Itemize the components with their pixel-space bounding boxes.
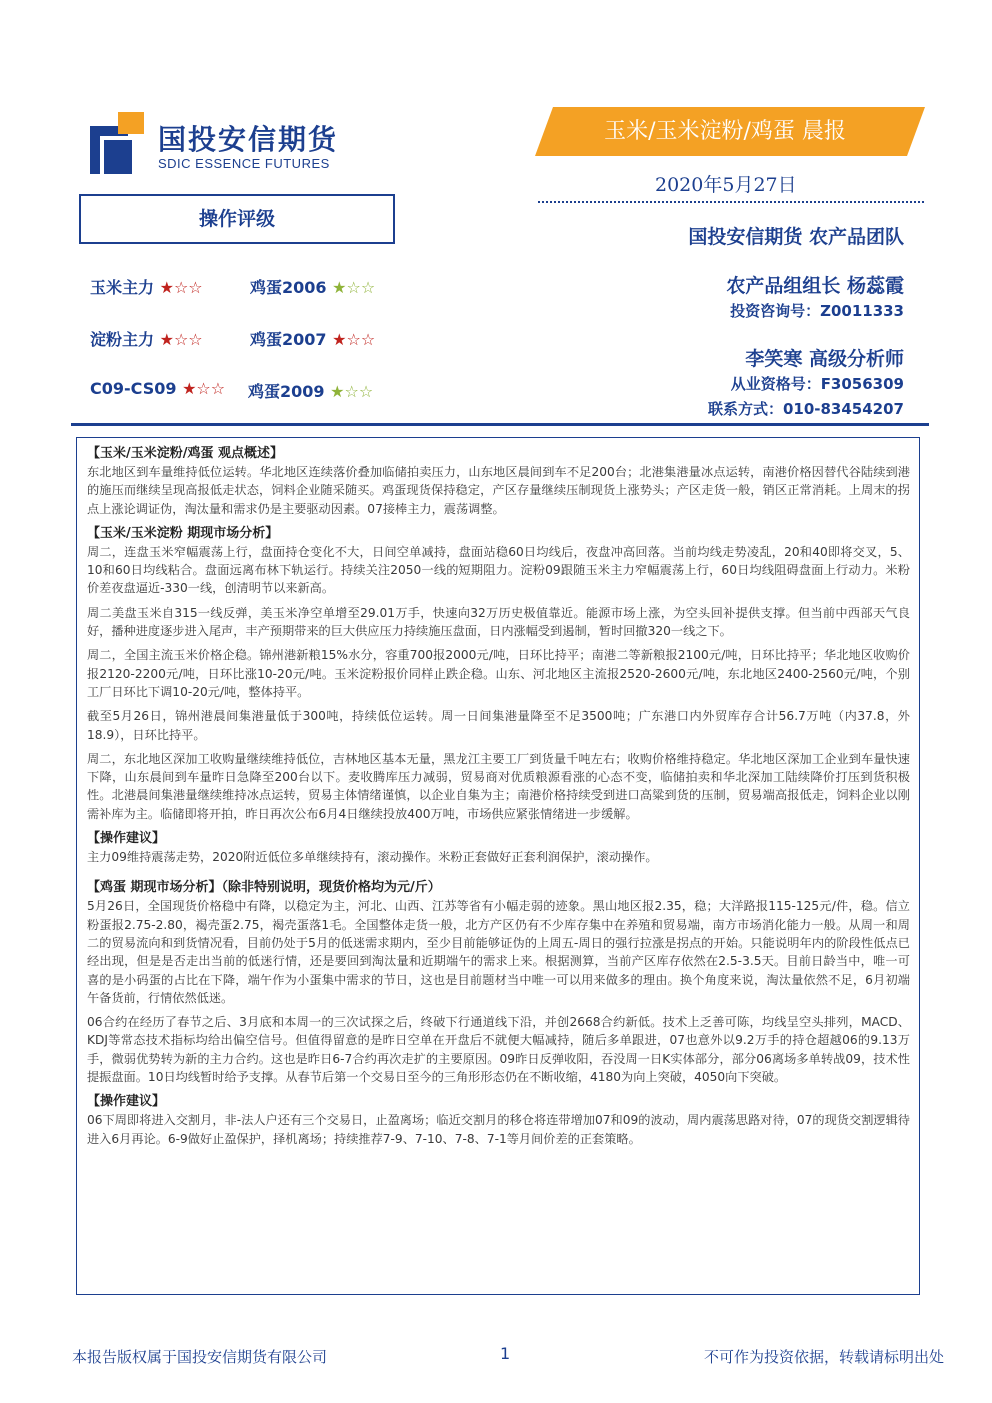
company-logo	[90, 112, 370, 174]
corn-paragraph: 周二，全国主流玉米价格企稳。锦州港新粮15%水分，容重700报2000元/吨，日环比持平；南港二等新粮报2100元/吨，日环比持平；华北地区收购价报2120-2200元/吨，日环比涨10-20元/吨。玉米淀粉报价同样止跌企稳。山东、河北地区主流报2520-2600元/吨，东北地区2400-2560元/吨，个别工厂日环比下调10-20元/吨，整体持平。	[87, 648, 910, 699]
rating-item	[90, 327, 203, 350]
analyst-1-name: 农产品组组长 杨蕊霞	[726, 275, 904, 297]
rating-label: 鸡蛋2007	[250, 330, 327, 349]
rating-item	[250, 275, 375, 298]
corn-paragraph: 周二美盘玉米自315一线反弹，美玉米净空单增至29.01万手，快速向32万历史极值靠近。能源市场上涨，为空头回补提供支撑。但当前中西部天气良好，播种进度逐步进入尾声，丰产预期带来的巨大供应压力持续施压盘面，日内涨幅受到遏制，暂时回撤320一线之下。	[87, 605, 910, 639]
analyst-2-name: 李笑寒 高级分析师	[745, 348, 904, 370]
report-title-banner	[535, 107, 925, 156]
corn-paragraph: 周二，东北地区深加工收购量继续维持低位，吉林地区基本无量，黑龙江主要工厂到货量千吨左右；收购价格维持稳定。华北地区深加工企业到车量快速下降，山东晨间到车量昨日急降至200台以下。麦收腾库压力减弱，贸易商对优质粮源看涨的心态不变，临储拍卖和华北深加工陆续降价打压到货积极性。北港晨间集港量继续维持冰点运转，贸易主体情绪谨慎，以企业自集为主；南港价格持续受到进口高粱到货的压制，贸易端高报低走，饲料企业以刚需补库为主。临储即将开拍，昨日再次公布6月4日继续投放400万吨，市场供应紧张情绪进一步缓解。	[87, 751, 910, 821]
section-title-egg-market: 【鸡蛋 期现市场分析】（除非特别说明，现货价格均为元/斤）	[87, 880, 441, 896]
rating-label: 鸡蛋2009	[248, 382, 325, 401]
rating-item	[250, 327, 375, 350]
dotted-divider	[538, 201, 924, 203]
logo-mark-icon	[90, 112, 144, 174]
egg-advice-paragraph: 06下周即将进入交割月，非-法人户还有三个交易日，止盈离场；临近交割月的移仓将连带增加07和09的波动，周内震荡思路对待，07的现货交割逻辑待进入6月再论。6-9做好止盈保护，择机离场；持续推荐7-9、7-10、7-8、7-1等月间价差的正套策略。	[87, 1113, 910, 1146]
analyst-2-contact: 联系方式：010-83454207	[707, 400, 904, 418]
rating-title-box: 操作评级	[79, 194, 395, 244]
rating-label: 鸡蛋2006	[250, 278, 327, 297]
rating-stars-icon: ★☆☆	[332, 330, 376, 349]
analyst-2-cert: 从业资格号：F3056309	[730, 375, 904, 393]
egg-paragraph: 5月26日，全国现货价格稳中有降，以稳定为主，河北、山西、江苏等省有小幅走弱的迹象。黑山地区报2.35，稳；大洋路报115-125元/件，稳。信立粉蛋报2.75-2.80，褐壳蛋2.75，褐壳蛋落1毛。全国整体走货一般，北方产区仍有不少库存集中在养殖和贸易端，南方市场消化能力一般。从周一和周二的贸易流向和到货情况看，目前仍处于5月的低迷需求期内，至少目前能够证伪的上周五-周日的强行拉涨是拐点的开始。只能说明年内的阶段性低点已经出现，但是是否走出当前的低迷行情，还是要回到淘汰量和近期端午的需求上来。根据测算，当前产区库存依然在2.5-3.5天。目前日龄当中，唯一可喜的是小码蛋的占比在下降，端午作为小蛋集中需求的节日，这也是目前题材当中唯一可以用来做多的理由。换个角度来说，淘汰量依然不足，6月初端午备货前，行情依然低迷。	[87, 899, 910, 1005]
section-title-overview: 【玉米/玉米淀粉/鸡蛋 观点概述】	[87, 446, 284, 461]
corn-advice-paragraph: 主力09维持震荡走势，2020附近低位多单继续持有，滚动操作。米粉正套做好正套利润保护，滚动操作。	[87, 850, 658, 865]
header-divider	[71, 423, 929, 426]
team-name: 国投安信期货 农产品团队	[688, 226, 904, 248]
footer-copyright: 本报告版权属于国投安信期货有限公司	[72, 1348, 328, 1366]
overview-paragraph: 东北地区到车量维持低位运转。华北地区连续落价叠加临储拍卖压力，山东地区晨间到车不足200台；北港集港量冰点运转，南港价格因替代谷陆续到港的施压而继续呈现高报低走状态，饲料企业随采随买。鸡蛋现货保持稳定，产区存量继续压制现货上涨势头；产区走货一般，销区正常消耗。上周末的拐点上涨论调证伪，淘汰量和需求仍是主要驱动因素。07接棒主力，震荡调整。	[87, 465, 910, 516]
rating-stars-icon: ★☆☆	[159, 278, 203, 297]
logo-name-cn: 国投安信期货	[158, 123, 339, 156]
rating-stars-icon: ★☆☆	[330, 382, 374, 401]
logo-name-en: SDIC ESSENCE FUTURES	[158, 156, 330, 171]
report-body	[76, 437, 920, 1295]
report-title: 玉米/玉米淀粉/鸡蛋 晨报	[604, 119, 846, 144]
rating-item	[90, 275, 203, 298]
page-number: 1	[500, 1344, 511, 1363]
section-title-corn-advice: 【操作建议】	[87, 831, 166, 847]
section-title-corn-market: 【玉米/玉米淀粉 期现市场分析】	[87, 525, 279, 541]
rating-stars-icon: ★☆☆	[159, 330, 203, 349]
rating-stars-icon: ★☆☆	[332, 278, 376, 297]
rating-item	[90, 379, 225, 398]
rating-item	[248, 379, 373, 402]
egg-paragraph: 06合约在经历了春节之后、3月底和本周一的三次试探之后，终破下行通道线下沿，并创2668合约新低。技术上乏善可陈，均线呈空头排列，MACD、KDJ等常态技术指标均给出偏空信号。但值得留意的是昨日空单在开盘后不就便大幅减持，随后多单跟进，07也意外以9.2万手的持仓超越06的9.13万手，微弱优势转为新的主力合约。这也是昨日6-7合约再次走扩的主要原因。09昨日反弹收阳，吞没周一日K实体部分，部分06离场多单转战09，技术性提振盘面。10日均线暂时给予支撑。从春节后第一个交易日至今的三角形形态仍在不断收缩，4180为向上突破，4050向下突破。	[87, 1015, 910, 1085]
corn-paragraph: 截至5月26日，锦州港晨间集港量低于300吨，持续低位运转。周一日间集港量降至不足3500吨；广东港口内外贸库存合计56.7万吨（内37.8，外18.9），日环比持平。	[87, 709, 910, 742]
report-date: 2020年5月27日	[655, 174, 797, 196]
rating-stars-icon: ★☆☆	[182, 379, 226, 398]
rating-label: C09-CS09	[90, 379, 177, 398]
corn-paragraph: 周二，连盘玉米窄幅震荡上行，盘面持仓变化不大，日间空单减持，盘面站稳60日均线后，夜盘冲高回落。当前均线走势凌乱，20和40即将交叉，5、10和60日均线粘合。盘面远离布林下轨运行。持续关注2050一线的短期阻力。淀粉09跟随玉米主力窄幅震荡上行，60日均线阻碍盘面上行动力。米粉价差夜盘逼近-330一线，创清明节以来新高。	[87, 544, 910, 596]
rating-label: 玉米主力	[90, 278, 155, 297]
rating-label: 淀粉主力	[90, 330, 155, 349]
analyst-1-cert: 投资咨询号：Z0011333	[730, 302, 904, 320]
section-title-egg-advice: 【操作建议】	[87, 1094, 166, 1110]
footer-disclaimer: 不可作为投资依据，转载请标明出处	[703, 1348, 944, 1366]
